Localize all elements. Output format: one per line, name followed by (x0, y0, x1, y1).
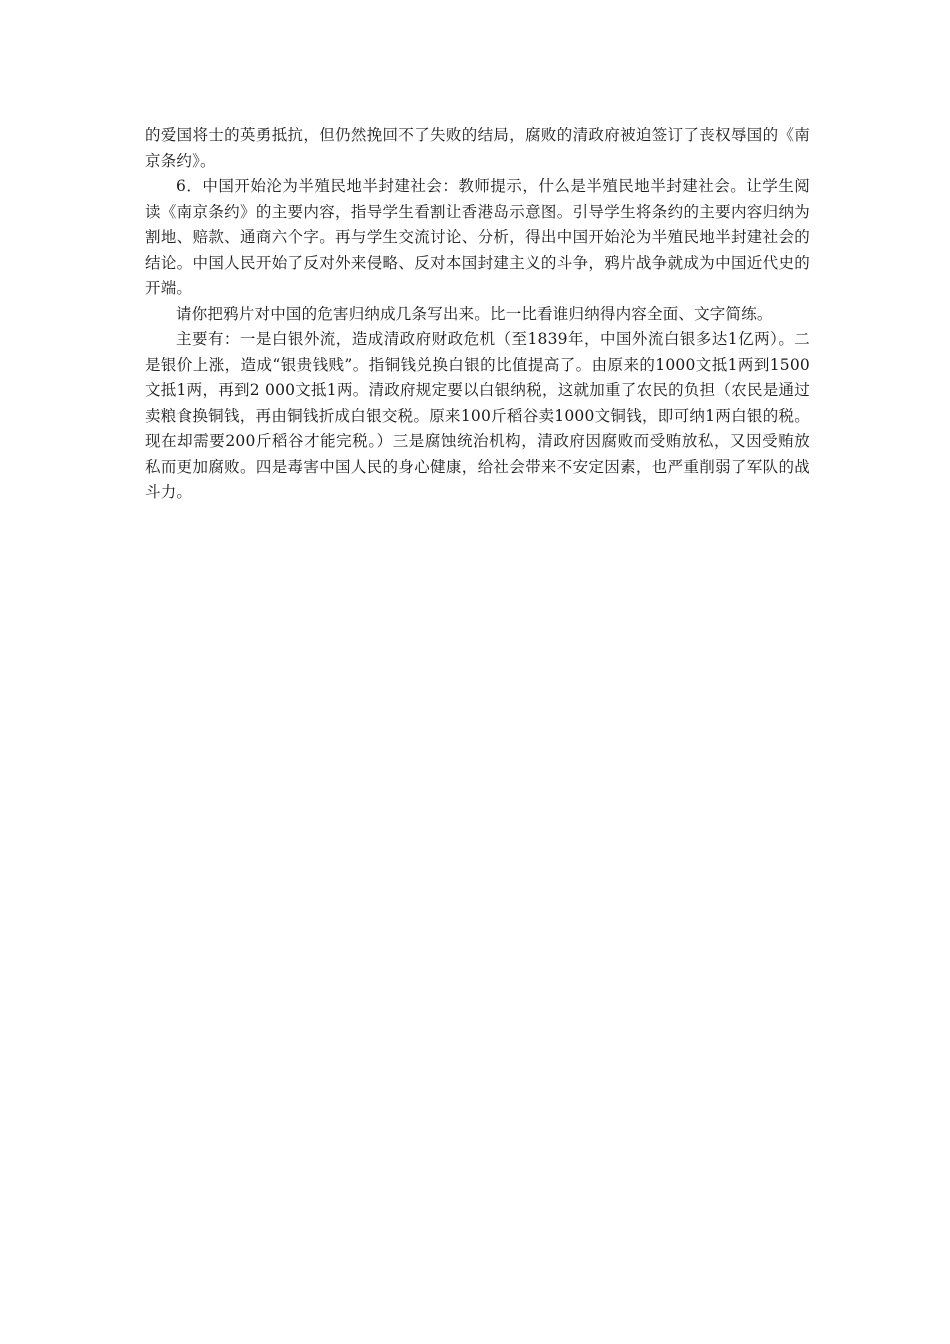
paragraph-answer: 主要有：一是白银外流，造成清政府财政危机（至1839年，中国外流白银多达1亿两）。二是银价上涨，造成“银贵钱贱”。指铜钱兑换白银的比值提高了。由原来的1000文抵1两到1500文抵1两，再到2 000文抵1两。清政府规定要以白银纳税，这就加重了农民的负担（农民是通过卖粮食换铜钱，再由铜钱折成白银交税。原来100斤稻谷卖1000文铜钱，即可纳1两白银的税。现在却需要200斤稻谷才能完税。）三是腐蚀统治机构，清政府因腐败而受贿放私，又因受贿放私而更加腐败。四是毒害中国人民的身心健康，给社会带来不安定因素，也严重削弱了军队的战斗力。 (145, 330, 810, 501)
paragraph-continuation: 的爱国将士的英勇抵抗，但仍然挽回不了失败的结局，腐败的清政府被迫签订了丧权辱国的《南京条约》。 (145, 126, 810, 170)
document-body (145, 123, 810, 506)
paragraph-question: 请你把鸦片对中国的危害归纳成几条写出来。比一比看谁归纳得内容全面、文字简练。 (176, 304, 773, 323)
paragraph-section-6: 6．中国开始沦为半殖民地半封建社会：教师提示，什么是半殖民地半封建社会。让学生阅读《南京条约》的主要内容，指导学生看割让香港岛示意图。引导学生将条约的主要内容归纳为割地、赔款、通商六个字。再与学生交流讨论、分析，得出中国开始沦为半殖民地半封建社会的结论。中国人民开始了反对外来侵略、反对本国封建主义的斗争，鸦片战争就成为中国近代史的开端。 (145, 177, 810, 297)
